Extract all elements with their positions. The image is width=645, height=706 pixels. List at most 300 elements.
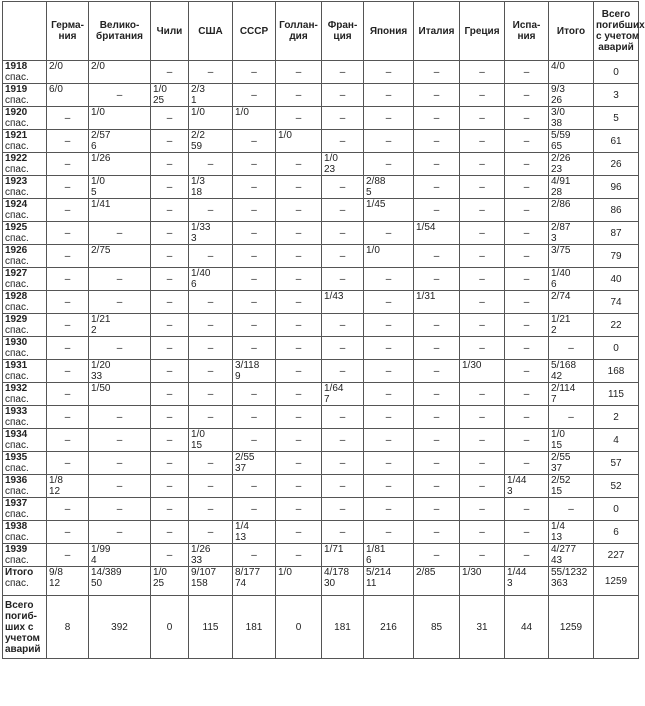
table-cell: –	[460, 130, 505, 153]
table-cell: –	[414, 107, 460, 130]
row-all-dead: 3	[594, 84, 639, 107]
table-cell: –	[151, 107, 189, 130]
table-cell: –	[460, 521, 505, 544]
table-cell: –	[364, 153, 414, 176]
row-year	[3, 452, 47, 475]
table-row	[3, 130, 639, 153]
table-cell: –	[276, 498, 322, 521]
table-cell: –	[233, 475, 276, 498]
row-all-dead: 6	[594, 521, 639, 544]
table-cell: 1/0	[276, 130, 322, 153]
table-cell: –	[47, 153, 89, 176]
row-all-dead: 0	[594, 498, 639, 521]
row-year	[3, 268, 47, 291]
table-cell: –	[276, 84, 322, 107]
table-cell: 1/99 4	[89, 544, 151, 567]
header-corner	[3, 2, 47, 61]
row-total: 1/40 6	[549, 268, 594, 291]
table-cell: –	[189, 498, 233, 521]
final-cell: 181	[233, 596, 276, 659]
table-cell: 1/21 2	[89, 314, 151, 337]
table-cell: 1/0	[233, 107, 276, 130]
table-cell: –	[189, 337, 233, 360]
table-cell: –	[322, 268, 364, 291]
table-cell: –	[47, 521, 89, 544]
row-all-dead: 227	[594, 544, 639, 567]
table-cell: –	[47, 429, 89, 452]
row-all-dead: 115	[594, 383, 639, 406]
table-cell: 1/64 7	[322, 383, 364, 406]
table-cell: –	[89, 222, 151, 245]
row-total: 2/26 23	[549, 153, 594, 176]
spas-label: спас.	[5, 118, 29, 129]
row-all-dead: 79	[594, 245, 639, 268]
table-row	[3, 153, 639, 176]
row-total: 4/0	[549, 61, 594, 84]
table-cell: –	[276, 521, 322, 544]
table-cell: –	[276, 245, 322, 268]
table-cell: –	[364, 452, 414, 475]
table-cell: –	[233, 199, 276, 222]
table-cell: –	[414, 383, 460, 406]
header-country: США	[189, 2, 233, 61]
table-cell: –	[189, 452, 233, 475]
sum-all-dead: 1259	[594, 567, 639, 596]
year-label: 1924	[5, 199, 28, 210]
table-cell: –	[460, 176, 505, 199]
row-total: 4/277 43	[549, 544, 594, 567]
row-year	[3, 475, 47, 498]
table-cell: –	[276, 429, 322, 452]
table-cell: –	[151, 222, 189, 245]
header-country: Греция	[460, 2, 505, 61]
table-cell: –	[414, 176, 460, 199]
table-row	[3, 429, 639, 452]
spas-label: спас.	[5, 164, 29, 175]
table-cell: 1/20 33	[89, 360, 151, 383]
table-cell: 1/0	[89, 107, 151, 130]
table-cell: –	[233, 176, 276, 199]
row-year	[3, 291, 47, 314]
row-total: 3/75	[549, 245, 594, 268]
table-cell: –	[233, 498, 276, 521]
year-label: 1935	[5, 452, 28, 463]
header-row	[3, 2, 639, 61]
spas-label: спас.	[5, 279, 29, 290]
table-cell: 1/54	[414, 222, 460, 245]
year-label: 1939	[5, 544, 28, 555]
final-total: 1259	[549, 596, 594, 659]
row-total: –	[549, 337, 594, 360]
table-cell: –	[460, 383, 505, 406]
header-country: Испа- ния	[505, 2, 549, 61]
table-cell: –	[233, 406, 276, 429]
table-cell: –	[505, 452, 549, 475]
table-cell: –	[414, 498, 460, 521]
table-cell: –	[189, 383, 233, 406]
spas-label: спас.	[5, 509, 29, 520]
table-cell: –	[414, 406, 460, 429]
final-cell: 44	[505, 596, 549, 659]
spas-label: спас.	[5, 463, 29, 474]
table-cell: 3/118 9	[233, 360, 276, 383]
table-cell: –	[364, 337, 414, 360]
table-cell: 2/0	[89, 61, 151, 84]
table-cell: –	[276, 176, 322, 199]
row-all-dead: 61	[594, 130, 639, 153]
table-row	[3, 498, 639, 521]
table-cell: –	[322, 245, 364, 268]
row-total: 2/55 37	[549, 452, 594, 475]
table-cell: –	[505, 314, 549, 337]
spas-label: спас.	[5, 371, 29, 382]
table-cell: –	[151, 498, 189, 521]
spas-label: спас.	[5, 256, 29, 267]
row-all-dead: 2	[594, 406, 639, 429]
table-cell: –	[151, 429, 189, 452]
table-cell: –	[505, 291, 549, 314]
row-all-dead: 5	[594, 107, 639, 130]
header-country: Велико- британия	[89, 2, 151, 61]
row-all-dead: 168	[594, 360, 639, 383]
row-total: 1/4 13	[549, 521, 594, 544]
spas-label: спас.	[5, 95, 29, 106]
table-cell: –	[47, 498, 89, 521]
table-cell: –	[460, 61, 505, 84]
table-cell: –	[505, 107, 549, 130]
table-cell: –	[414, 245, 460, 268]
table-cell: –	[505, 222, 549, 245]
table-cell: –	[47, 337, 89, 360]
table-cell: –	[276, 337, 322, 360]
table-cell: –	[89, 268, 151, 291]
table-cell: –	[89, 475, 151, 498]
table-cell: –	[47, 291, 89, 314]
table-cell: –	[233, 314, 276, 337]
table-cell: 1/31	[414, 291, 460, 314]
spas-label: спас.	[5, 394, 29, 405]
row-year	[3, 406, 47, 429]
table-cell: 1/45	[364, 199, 414, 222]
disasters-table	[2, 1, 645, 659]
table-cell: –	[505, 176, 549, 199]
table-row	[3, 406, 639, 429]
table-cell: –	[151, 521, 189, 544]
table-cell: 1/33 3	[189, 222, 233, 245]
year-label: 1927	[5, 268, 28, 279]
table-cell: –	[151, 337, 189, 360]
row-year	[3, 337, 47, 360]
table-cell: –	[276, 268, 322, 291]
header-all-dead: Всего погибших с учетом аварий	[594, 2, 639, 61]
row-all-dead: 96	[594, 176, 639, 199]
sum-row	[3, 567, 639, 596]
sum-cell: 1/0 25	[151, 567, 189, 596]
table-row	[3, 314, 639, 337]
table-cell: –	[364, 107, 414, 130]
row-year	[3, 130, 47, 153]
table-cell: –	[505, 498, 549, 521]
table-cell: –	[322, 222, 364, 245]
table-cell: –	[414, 199, 460, 222]
table-cell: –	[364, 498, 414, 521]
table-cell: 1/0 15	[189, 429, 233, 452]
table-cell: –	[322, 84, 364, 107]
spas-label: спас.	[5, 348, 29, 359]
table-row	[3, 521, 639, 544]
year-label: 1919	[5, 84, 28, 95]
row-all-dead: 74	[594, 291, 639, 314]
row-all-dead: 0	[594, 61, 639, 84]
row-total: –	[549, 498, 594, 521]
header-country: Фран- ция	[322, 2, 364, 61]
table-row	[3, 245, 639, 268]
year-label: 1930	[5, 337, 28, 348]
table-cell: 1/3 18	[189, 176, 233, 199]
table-cell: 1/0	[189, 107, 233, 130]
table-cell: –	[151, 291, 189, 314]
row-year	[3, 314, 47, 337]
year-label: 1923	[5, 176, 28, 187]
table-cell: –	[189, 314, 233, 337]
table-cell: –	[189, 406, 233, 429]
table-cell: –	[414, 360, 460, 383]
final-cell: 85	[414, 596, 460, 659]
table-cell: –	[505, 337, 549, 360]
table-cell: –	[414, 314, 460, 337]
table-cell: –	[505, 429, 549, 452]
table-cell: –	[276, 61, 322, 84]
row-year	[3, 498, 47, 521]
row-total: 2/87 3	[549, 222, 594, 245]
table-cell: –	[47, 314, 89, 337]
table-cell: 1/50	[89, 383, 151, 406]
sum-cell: 5/214 11	[364, 567, 414, 596]
row-year	[3, 429, 47, 452]
final-cell: 31	[460, 596, 505, 659]
final-cell: 216	[364, 596, 414, 659]
table-cell: 1/8 12	[47, 475, 89, 498]
table-cell: 1/43	[322, 291, 364, 314]
table-cell: 1/26	[89, 153, 151, 176]
table-cell: –	[276, 222, 322, 245]
table-row	[3, 222, 639, 245]
table-cell: –	[364, 222, 414, 245]
table-cell: –	[47, 360, 89, 383]
header-country: Чили	[151, 2, 189, 61]
table-cell: –	[460, 107, 505, 130]
table-cell: –	[460, 199, 505, 222]
table-cell: –	[276, 452, 322, 475]
header-country: СССР	[233, 2, 276, 61]
row-total: 2/86	[549, 199, 594, 222]
table-row	[3, 291, 639, 314]
table-cell: –	[460, 429, 505, 452]
sum-label-sub: спас.	[5, 578, 29, 589]
table-cell: –	[322, 337, 364, 360]
row-year	[3, 199, 47, 222]
spas-label: спас.	[5, 417, 29, 428]
table-cell: –	[47, 176, 89, 199]
year-label: 1938	[5, 521, 28, 532]
sum-label-main: Итого	[5, 567, 34, 578]
row-total: 2/114 7	[549, 383, 594, 406]
table-cell: –	[505, 130, 549, 153]
year-label: 1928	[5, 291, 28, 302]
header-country: Герма- ния	[47, 2, 89, 61]
spas-label: спас.	[5, 72, 29, 83]
table-body	[3, 61, 639, 659]
table-row	[3, 544, 639, 567]
header-country: Италия	[414, 2, 460, 61]
sum-cell: 4/178 30	[322, 567, 364, 596]
spas-label: спас.	[5, 486, 29, 497]
table-cell: –	[47, 107, 89, 130]
row-year	[3, 176, 47, 199]
row-total: –	[549, 406, 594, 429]
table-cell: –	[414, 84, 460, 107]
table-cell: –	[322, 314, 364, 337]
row-total: 1/21 2	[549, 314, 594, 337]
table-cell: 1/44 3	[505, 475, 549, 498]
table-cell: –	[322, 475, 364, 498]
sum-cell: 14/389 50	[89, 567, 151, 596]
table-cell: –	[364, 406, 414, 429]
table-cell: –	[47, 245, 89, 268]
row-year	[3, 521, 47, 544]
table-cell: –	[151, 544, 189, 567]
table-cell: –	[505, 199, 549, 222]
row-total: 3/0 38	[549, 107, 594, 130]
table-row	[3, 360, 639, 383]
table-cell: –	[276, 383, 322, 406]
table-cell: –	[151, 314, 189, 337]
table-cell: –	[414, 475, 460, 498]
table-cell: 6/0	[47, 84, 89, 107]
table-cell: 2/57 6	[89, 130, 151, 153]
table-cell: –	[414, 153, 460, 176]
final-row-label: Всего погиб- ших с учетом аварий	[3, 596, 47, 659]
table-cell: –	[151, 153, 189, 176]
table-row	[3, 199, 639, 222]
sum-cell: 9/8 12	[47, 567, 89, 596]
table-row	[3, 475, 639, 498]
table-cell: –	[151, 245, 189, 268]
table-cell: –	[151, 475, 189, 498]
table-cell: –	[151, 176, 189, 199]
table-cell: –	[505, 360, 549, 383]
table-cell: –	[460, 406, 505, 429]
table-cell: –	[189, 153, 233, 176]
table-cell: –	[322, 498, 364, 521]
final-cell: 8	[47, 596, 89, 659]
table-cell: –	[505, 84, 549, 107]
row-total: 2/74	[549, 291, 594, 314]
table-cell: 2/0	[47, 61, 89, 84]
table-cell: –	[505, 544, 549, 567]
final-cell: 181	[322, 596, 364, 659]
table-cell: –	[47, 130, 89, 153]
table-cell: –	[276, 475, 322, 498]
table-cell: –	[505, 268, 549, 291]
table-cell: –	[460, 498, 505, 521]
table-cell: 1/4 13	[233, 521, 276, 544]
table-cell: –	[233, 245, 276, 268]
year-label: 1929	[5, 314, 28, 325]
table-cell: –	[364, 383, 414, 406]
table-cell: –	[189, 521, 233, 544]
table-cell: –	[151, 199, 189, 222]
table-cell: 2/75	[89, 245, 151, 268]
table-cell: –	[460, 475, 505, 498]
table-cell: –	[414, 130, 460, 153]
table-cell: –	[364, 61, 414, 84]
spas-label: спас.	[5, 141, 29, 152]
table-cell: –	[322, 406, 364, 429]
spas-label: спас.	[5, 532, 29, 543]
table-cell: –	[233, 222, 276, 245]
table-cell: 1/0	[364, 245, 414, 268]
table-cell: 2/3 1	[189, 84, 233, 107]
header-country: Япония	[364, 2, 414, 61]
table-cell: –	[189, 475, 233, 498]
table-cell: –	[276, 153, 322, 176]
spas-label: спас.	[5, 555, 29, 566]
table-cell: –	[47, 406, 89, 429]
row-year	[3, 61, 47, 84]
table-cell: 1/0 5	[89, 176, 151, 199]
row-all-dead: 0	[594, 337, 639, 360]
table-cell: –	[89, 291, 151, 314]
table-cell: –	[364, 360, 414, 383]
year-label: 1932	[5, 383, 28, 394]
row-all-dead: 40	[594, 268, 639, 291]
table-cell: 1/71	[322, 544, 364, 567]
table-cell: –	[151, 61, 189, 84]
table-cell: –	[414, 337, 460, 360]
table-cell: –	[505, 153, 549, 176]
year-label: 1926	[5, 245, 28, 256]
table-cell: –	[322, 61, 364, 84]
table-cell: –	[89, 406, 151, 429]
table-cell: –	[151, 383, 189, 406]
table-cell: –	[505, 383, 549, 406]
table-cell: –	[276, 544, 322, 567]
table-cell: –	[414, 429, 460, 452]
table-cell: 1/40 6	[189, 268, 233, 291]
table-cell: –	[151, 452, 189, 475]
table-cell: –	[276, 406, 322, 429]
row-all-dead: 22	[594, 314, 639, 337]
table-cell: –	[364, 521, 414, 544]
table-cell: 1/81 6	[364, 544, 414, 567]
table-cell: –	[89, 452, 151, 475]
table-cell: –	[89, 498, 151, 521]
table-cell: –	[322, 521, 364, 544]
table-cell: –	[505, 521, 549, 544]
table-cell: 1/0 23	[322, 153, 364, 176]
spas-label: спас.	[5, 325, 29, 336]
table-cell: 2/55 37	[233, 452, 276, 475]
table-cell: –	[460, 84, 505, 107]
row-year	[3, 107, 47, 130]
table-cell: –	[414, 521, 460, 544]
table-cell: –	[47, 383, 89, 406]
year-label: 1934	[5, 429, 28, 440]
table-cell: 2/88 5	[364, 176, 414, 199]
row-total: 5/168 42	[549, 360, 594, 383]
spas-label: спас.	[5, 440, 29, 451]
